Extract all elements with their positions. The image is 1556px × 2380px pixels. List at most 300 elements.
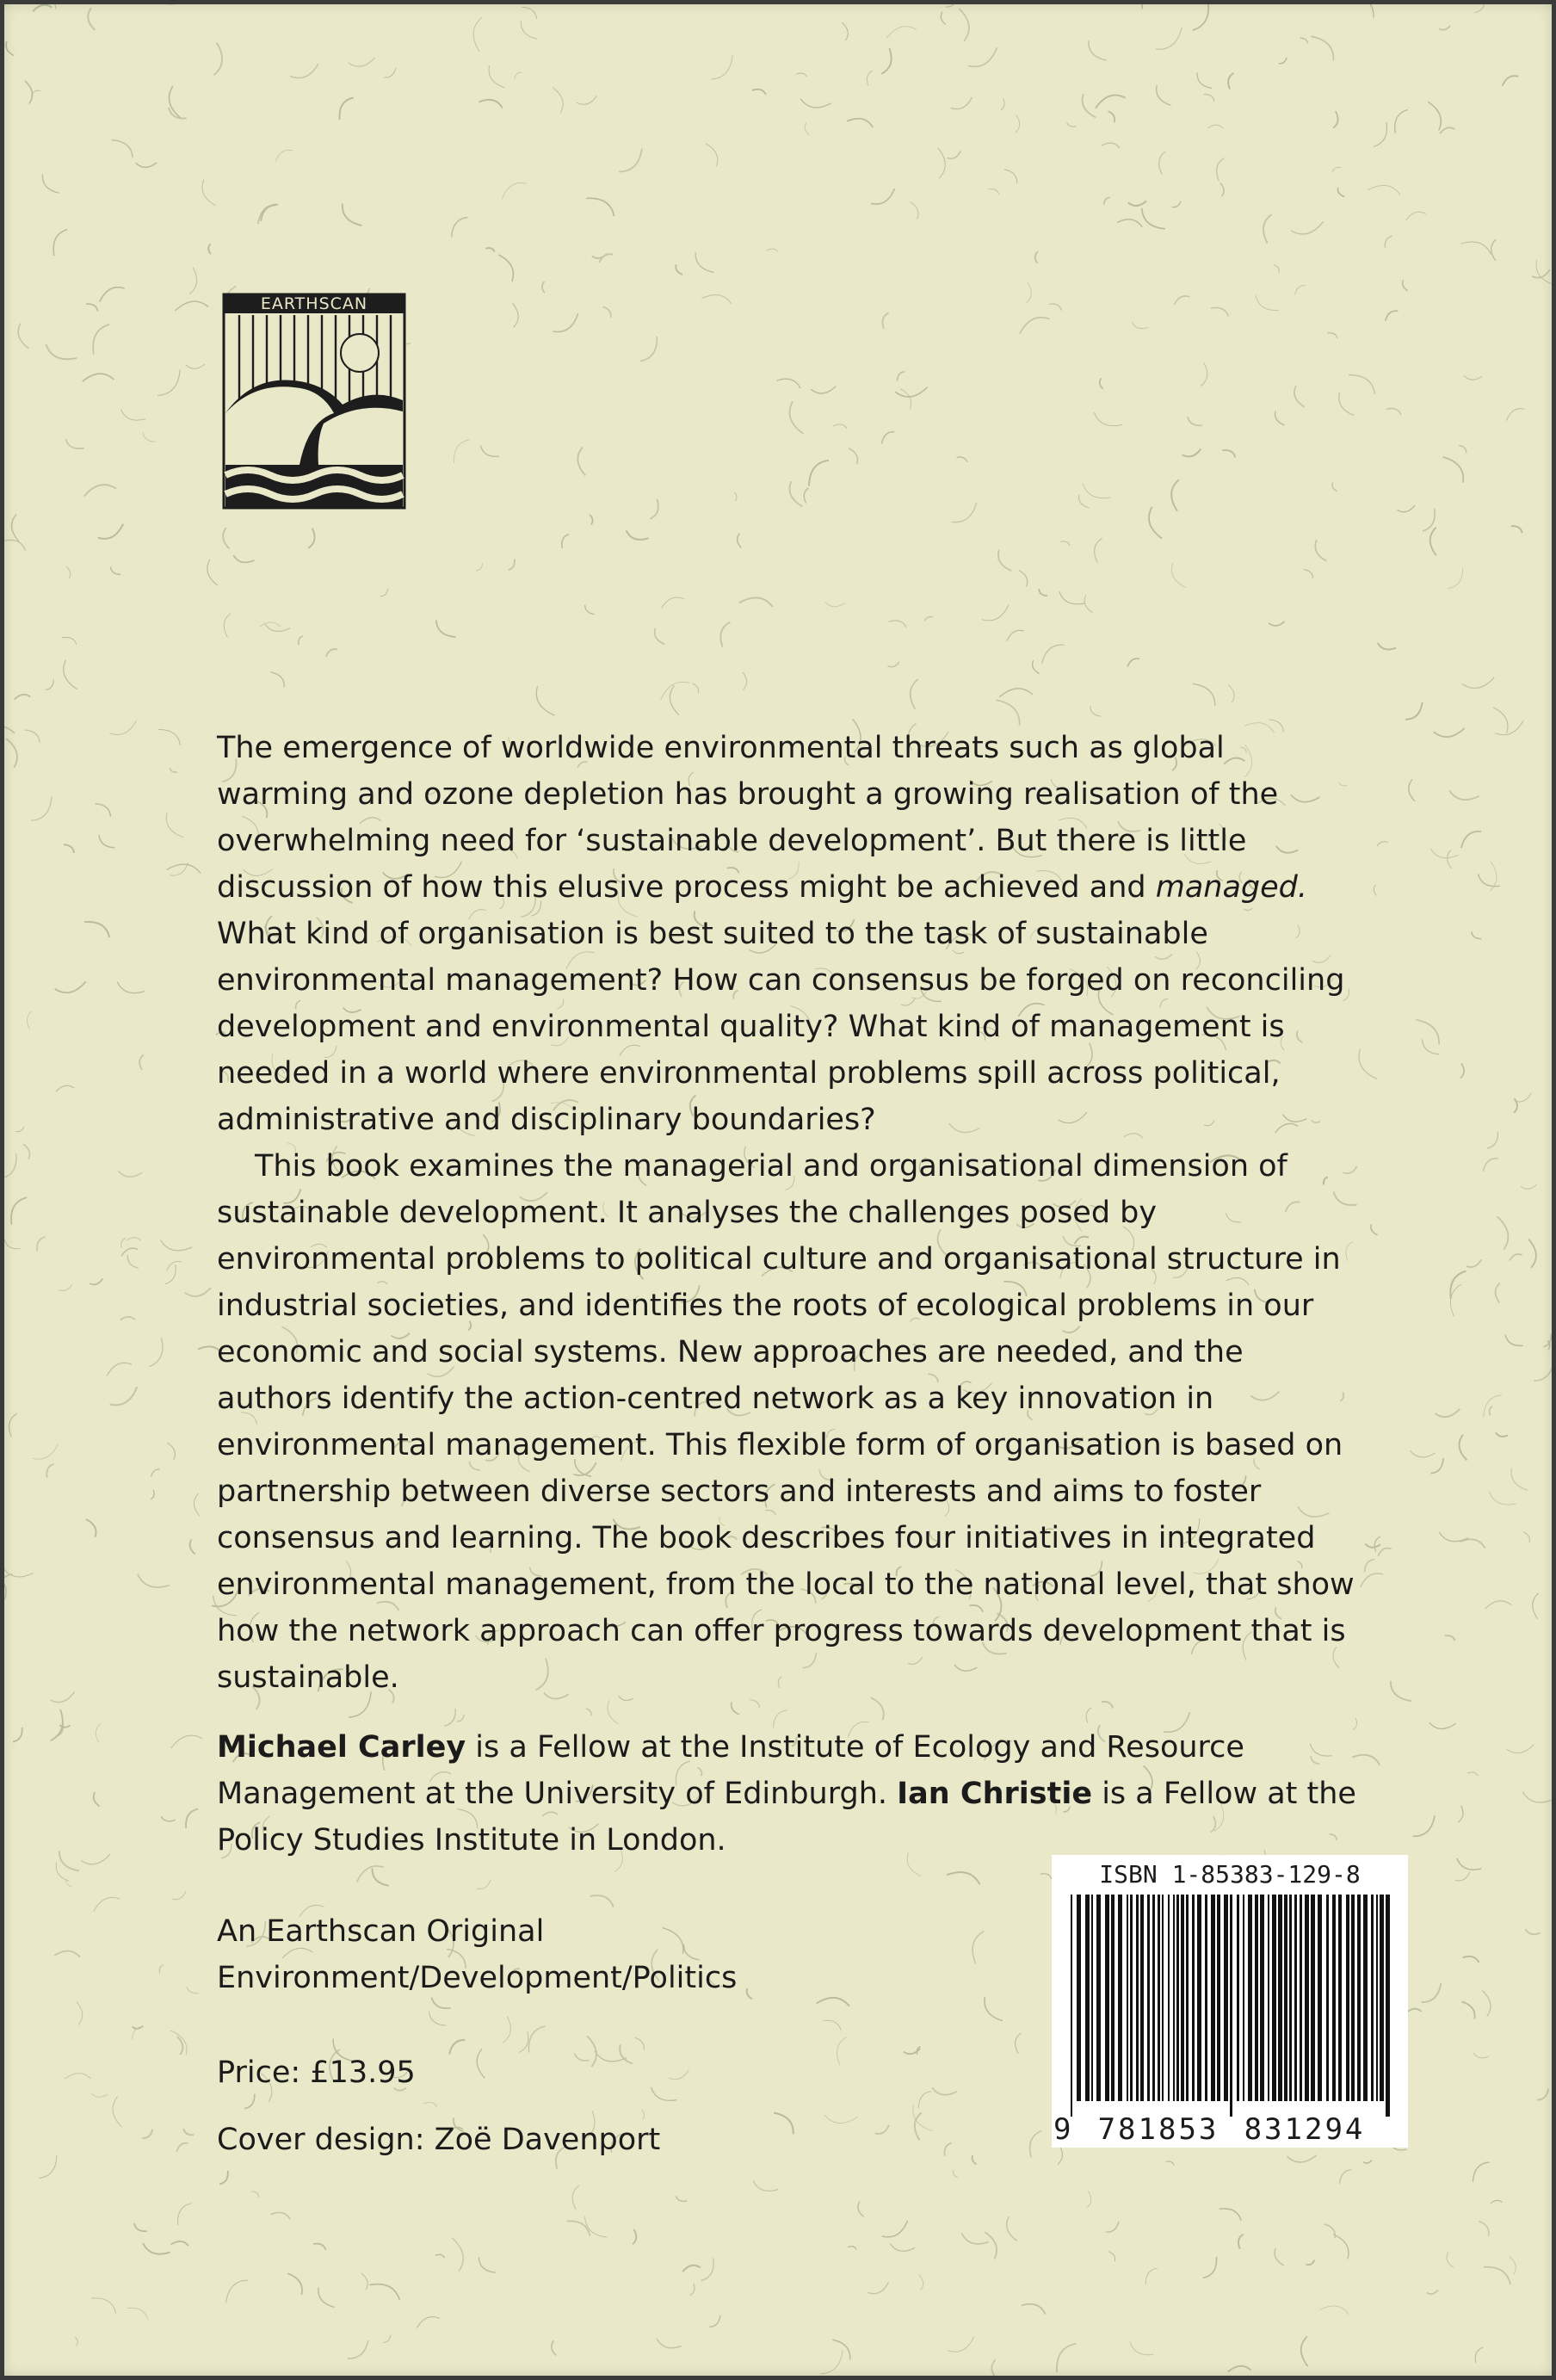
author-bio-1: is a Fellow at the Institute of Ecology and Resource Management at the University of Edinburgh. [217,1730,1244,1811]
paper-fibre [1485,1601,1511,1609]
paper-fibre [842,22,848,40]
paper-fibre [1035,251,1038,263]
paper-fibre [233,555,254,562]
paper-fibre [1145,2268,1158,2284]
paper-fibre [1060,541,1070,546]
paper-fibre [1491,2200,1503,2204]
paper-fibre [720,622,730,647]
paper-fibre [81,1854,110,1864]
paper-fibre [1429,1722,1456,1728]
author-name-2: Ian Christie [897,1777,1093,1811]
paper-fibre [94,1792,100,1806]
barcode-bar [1332,1895,1336,2101]
paper-fibre [348,2340,368,2358]
paper-fibre [110,567,120,575]
paper-fibre [997,700,1020,726]
paper-fibre [585,605,595,615]
barcode-bar [1158,1895,1160,2101]
paper-fibre [789,481,802,506]
paper-fibre [77,2001,83,2025]
paper-fibre [991,2360,996,2379]
paper-fibre [619,149,642,172]
paper-fibre [1291,222,1323,234]
paper-fibre [1521,1184,1537,1189]
paper-fibre [91,2298,116,2314]
paper-fibre [1428,102,1441,130]
paper-fibre [820,2350,843,2373]
paper-fibre [271,2212,291,2219]
paper-fibre [1349,374,1375,393]
barcode-bar [1217,1895,1220,2101]
paper-fibre [1228,73,1233,90]
paper-fibre [186,364,205,368]
paper-fibre [477,1880,491,1889]
paper-fibre [1201,363,1207,386]
paper-fibre [633,2229,636,2244]
paper-fibre [1511,526,1522,533]
paper-fibre [1132,322,1148,329]
paper-fibre [585,2216,608,2237]
paper-fibre [732,1702,739,1715]
paper-fibre [219,2171,228,2185]
paper-fibre [167,1261,182,1270]
barcode-bar [1127,1895,1128,2101]
paper-fibre [1300,38,1308,43]
paper-fibre [161,1816,176,1821]
paper-fibre [186,1809,198,1828]
paper-fibre [383,2335,391,2343]
author-bio [217,1724,1362,1864]
paper-fibre [1378,1549,1391,1556]
paper-fibre [151,1469,160,1477]
paper-fibre [194,1493,200,1517]
paper-fibre [999,689,1033,697]
paper-fibre [0,315,3,328]
barcode-bar [1147,1895,1150,2101]
paper-fibre [1033,660,1040,674]
paper-fibre [552,2340,556,2355]
barcode-bar [1311,1895,1315,2101]
paper-fibre [553,313,578,331]
paper-fibre [1304,570,1313,578]
paper-fibre [1497,1216,1509,1249]
paper-fibre [800,99,831,108]
paper-fibre [1490,1406,1493,1416]
paper-fibre [1536,260,1553,284]
paper-fibre [823,2020,841,2030]
paper-fibre [888,662,900,667]
paper-fibre [51,1692,75,1703]
paper-fibre [1149,507,1162,539]
paper-fibre [485,248,494,251]
paper-fibre [1104,197,1110,204]
paper-fibre [1398,505,1416,512]
paper-fibre [479,2257,495,2272]
paper-fibre [1208,125,1224,128]
paper-fibre [1171,201,1181,207]
paper-fibre [429,2012,447,2025]
paper-fibre [1514,1098,1517,1113]
paper-fibre [1275,411,1285,425]
paper-fibre [528,2026,545,2053]
barcode-bar [1077,1895,1081,2101]
paper-fibre [2,1153,16,1178]
paper-fibre [25,81,33,104]
paper-fibre [1040,1874,1052,1879]
paper-fibre [208,244,211,254]
paper-fibre [113,2097,121,2127]
paper-fibre [1464,375,1482,380]
paper-fibre [752,90,766,95]
paper-fibre [11,1197,27,1225]
paper-fibre [982,605,1009,621]
barcode-bar [1386,1895,1390,2117]
paper-fibre [1019,571,1028,587]
paper-fibre [349,58,375,66]
paper-fibre [1359,1049,1377,1079]
paper-fibre [91,2093,108,2097]
paper-fibre [1333,111,1338,128]
paper-fibre [139,1054,144,1070]
paper-fibre [1533,1593,1539,1619]
paper-fibre [1094,412,1122,426]
paper-fibre [1459,1435,1466,1461]
paper-fibre [380,589,388,597]
paper-fibre [503,2017,510,2043]
barcode-bar [1278,1895,1282,2101]
paper-fibre [998,550,1011,572]
paper-fibre [1365,1544,1380,1548]
paper-fibre [881,48,892,74]
paper-fibre [1405,702,1423,720]
paper-fibre [1301,2336,1308,2366]
paper-fibre [143,2243,170,2254]
paper-fibre [12,515,19,541]
paper-fibre [84,922,109,937]
paper-fibre [1204,95,1214,102]
paper-fibre [1022,2304,1045,2315]
paper-fibre [1493,708,1508,733]
paper-fibre [1483,1159,1498,1171]
paper-fibre [213,43,222,76]
paper-fibre [1403,280,1408,290]
barcode-bar [1380,1895,1384,2101]
barcode-bar [1173,1895,1175,2101]
paper-fibre [1228,2366,1251,2372]
paper-fibre [1157,85,1171,106]
paper-fibre [1511,1468,1528,1491]
paper-fibre [1460,1539,1485,1548]
paper-fibre [702,294,732,304]
paper-fibre [1315,540,1326,561]
barcode-bar [1197,1895,1201,2101]
paper-fibre [435,2254,445,2258]
paper-fibre [37,1237,46,1252]
paper-fibre [1466,1259,1481,1267]
paper-fibre [1459,445,1466,453]
paper-fibre [1443,457,1464,483]
paper-fibre [1067,122,1077,127]
paper-fibre [25,730,40,743]
paper-fibre [790,401,804,434]
paper-fibre [121,1238,127,1247]
paper-fibre [1102,143,1120,148]
paper-fibre [1001,98,1004,110]
paper-fibre [1171,479,1179,511]
paper-fibre [1440,127,1454,133]
barcode-bar [1071,1895,1072,2117]
paper-fibre [1534,1359,1553,1381]
barcode-digits-left: 781853 [1097,2112,1219,2147]
paper-fibre [1332,167,1341,171]
paper-fibre [109,720,136,735]
paper-fibre [948,151,961,159]
earthscan-logo [222,293,406,510]
paper-fibre [701,2258,714,2280]
paper-fibre [343,204,362,226]
barcode-bar [1268,1895,1269,2101]
paper-fibre [882,312,888,329]
barcode-bar [1224,1895,1228,2101]
paper-fibre [39,2155,57,2179]
paper-fibre [473,17,482,52]
paper-fibre [1386,408,1401,415]
paper-fibre [176,301,209,311]
paper-fibre [886,27,917,39]
paper-fibre [889,621,907,627]
paper-fibre [988,189,999,195]
paper-fibre [1007,2216,1017,2241]
paper-fibre [424,2102,437,2106]
paper-fibre [54,1951,80,1957]
barcode-bar [1181,1895,1184,2101]
paper-fibre [480,445,499,456]
paper-fibre [1295,286,1306,295]
paper-fibre [1450,1284,1460,1317]
paper-fibre [1484,2267,1510,2284]
paper-fibre [1522,1792,1553,1802]
paper-fibre [84,485,117,496]
paper-fibre [682,2266,701,2272]
paper-fibre [1057,2344,1076,2372]
paper-fibre [1423,509,1435,531]
paper-fibre [1228,685,1234,703]
paper-fibre [60,1725,71,1728]
paper-fibre [170,768,177,772]
paper-fibre [83,374,114,381]
paper-fibre [244,2094,255,2109]
paper-fibre [178,2204,192,2225]
paper-fibre [138,1574,170,1587]
paper-fibre [1439,26,1450,30]
barcode-bar [1186,1895,1189,2101]
paper-fibre [804,488,808,503]
paper-fibre [119,1171,143,1177]
paper-fibre [86,1519,96,1537]
barcode-bar [1140,1895,1144,2101]
paper-fibre [1007,630,1024,640]
paper-fibre [120,409,145,420]
paper-fibre [176,2143,188,2152]
paper-fibre [1391,1681,1412,1701]
paper-fibre [882,2221,908,2237]
paper-fibre [1482,1990,1491,2016]
paper-fibre [151,1490,154,1499]
paper-fibre [112,140,133,158]
paper-fibre [706,144,718,167]
paper-fibre [1328,333,1337,338]
barcode-bar [1294,1895,1297,2101]
paper-fibre [590,1895,614,1907]
paper-fibre [251,2191,259,2198]
paper-fibre [96,1723,101,1742]
cover-credit: Cover design: Zoë Davenport [217,2123,661,2157]
paper-fibre [1472,932,1481,939]
paper-fibre [1528,1239,1536,1269]
paper-fibre [167,864,201,874]
paper-fibre [94,1897,120,1911]
paper-fibre [1087,2191,1091,2208]
paper-fibre [1448,850,1452,869]
paper-fibre [1220,183,1224,197]
paper-fibre [1263,214,1272,243]
paper-fibre [202,180,216,206]
paper-fibre [1142,208,1165,229]
paper-fibre [657,2339,681,2348]
paper-fibre [1096,96,1126,108]
paper-fibre [452,2238,463,2272]
barcode-bar [1168,1895,1170,2101]
paper-fibre [848,2247,856,2250]
paper-fibre [18,324,28,349]
paper-fibre [1108,111,1115,122]
barcode-bar [1230,1895,1232,2117]
paper-fibre [15,695,31,700]
barcode-bar [1351,1895,1355,2101]
paper-fibre [1506,1745,1534,1753]
paper-fibre [1385,236,1392,248]
blurb-p1-text: The emergence of worldwide environmental threats such as global warming and ozone depletion has brought a growing realisation of the overwhelming need for ‘sustainable development’. But there is little discussion of how this elusive process might be achieved and [217,731,1279,905]
paper-fibre [1374,122,1386,147]
paper-fibre [93,325,109,355]
paper-fibre [33,5,52,12]
paper-fibre [161,1240,193,1251]
paper-fibre [1217,158,1225,181]
paper-fibre [1475,2347,1483,2363]
paper-fibre [224,614,231,638]
paper-fibre [1100,378,1103,389]
blurb-paragraph-2: This book examines the managerial and organisational dimension of sustainable development. It analyses the challenges posed by environmental problems to political culture and organisational structure in industrial societies, and identifies the roots of ecological problems in our economic and social systems. New approaches are needed, and the authors identify the action-centred network as a key innovation in environmental management. This flexible form of organisation is based on partnership between diverse sectors and interests and aims to foster consensus and learning. The book describes four initiatives in integrated environmental management, from the local to the national level, that show how the network approach can offer progress towards development that is sustainable. [217,1149,1355,1695]
paper-fibre [1171,563,1185,587]
paper-fibre [1365,1560,1375,1573]
paper-fibre [75,2337,77,2346]
paper-fibre [968,47,997,66]
paper-fibre [62,637,77,644]
paper-fibre [86,304,98,312]
paper-fibre [64,660,77,689]
paper-fibre [1374,885,1376,896]
paper-fibre [134,2223,147,2231]
paper-fibre [171,1735,202,1748]
paper-fibre [270,672,284,687]
paper-fibre [805,122,809,134]
paper-fibre [6,739,17,768]
paper-fibre [919,2274,923,2290]
author-name-1: Michael Carley [217,1730,466,1765]
paper-fibre [1411,1450,1436,1457]
paper-fibre [479,100,503,108]
paper-fibre [924,617,933,621]
paper-fibre [858,2202,864,2217]
barcode-bar [1376,1895,1378,2101]
paper-fibre [107,1363,132,1375]
paper-fibre [954,2170,958,2178]
paper-fibre [56,1863,69,1882]
paper-fibre [417,2317,440,2328]
paper-fibre [743,672,747,689]
paper-fibre [1090,706,1101,716]
paper-fibre [1203,2257,1217,2278]
paper-fibre [1102,1702,1113,1709]
blurb-p1-text-cont: What kind of organisation is best suited to the task of sustainable environmental management? How can consensus be forged on reconciling development and environmental quality? What kind of management is needed in a world where environmental problems spill across political, administrative and disciplinary boundaries? [217,917,1345,1137]
paper-fibre [1515,1093,1531,1102]
paper-fibre [1462,2002,1475,2019]
paper-fibre [1124,0,1142,9]
paper-fibre [1211,308,1228,317]
paper-fibre [1020,318,1050,334]
paper-fibre [811,386,836,393]
paper-fibre [1435,1409,1460,1417]
paper-fibre [0,726,15,734]
paper-fibre [1059,591,1084,604]
paper-fibre [31,796,52,820]
paper-fibre [127,2308,148,2320]
author-bio-2: is a Fellow at the Policy Studies Institute in London. [217,1777,1356,1858]
paper-fibre [1406,212,1426,220]
paper-fibre [110,1387,138,1405]
paper-fibre [1004,170,1017,183]
paper-fibre [42,174,59,193]
paper-fibre [961,2234,988,2244]
paper-fibre [90,1278,102,1284]
paper-fibre [158,729,180,745]
paper-fibre [739,597,773,607]
paper-fibre [849,448,857,465]
paper-fibre [1495,720,1523,735]
paper-fibre [142,2130,152,2138]
paper-fibre [165,1264,176,1284]
paper-fibre [590,515,593,525]
paper-fibre [1049,304,1062,310]
isbn-number: ISBN 1-85383-129-8 [1099,1860,1361,1889]
paper-fibre [586,198,614,216]
paper-fibre [1333,2235,1349,2259]
paper-fibre [98,524,124,539]
barcode-bar [1248,1895,1252,2101]
paper-fibre [65,2074,90,2080]
paper-fibre [1340,2170,1352,2184]
paper-fibre [941,12,946,25]
barcode-bar [1162,1895,1164,2101]
paper-fibre [59,1851,79,1870]
paper-fibre [1086,1708,1091,1722]
paper-fibre [88,8,95,30]
paper-fibre [938,148,945,179]
paper-fibre [1449,790,1479,800]
paper-fibre [23,1144,30,1159]
paper-fibre [1089,40,1107,60]
paper-fibre [910,201,918,219]
